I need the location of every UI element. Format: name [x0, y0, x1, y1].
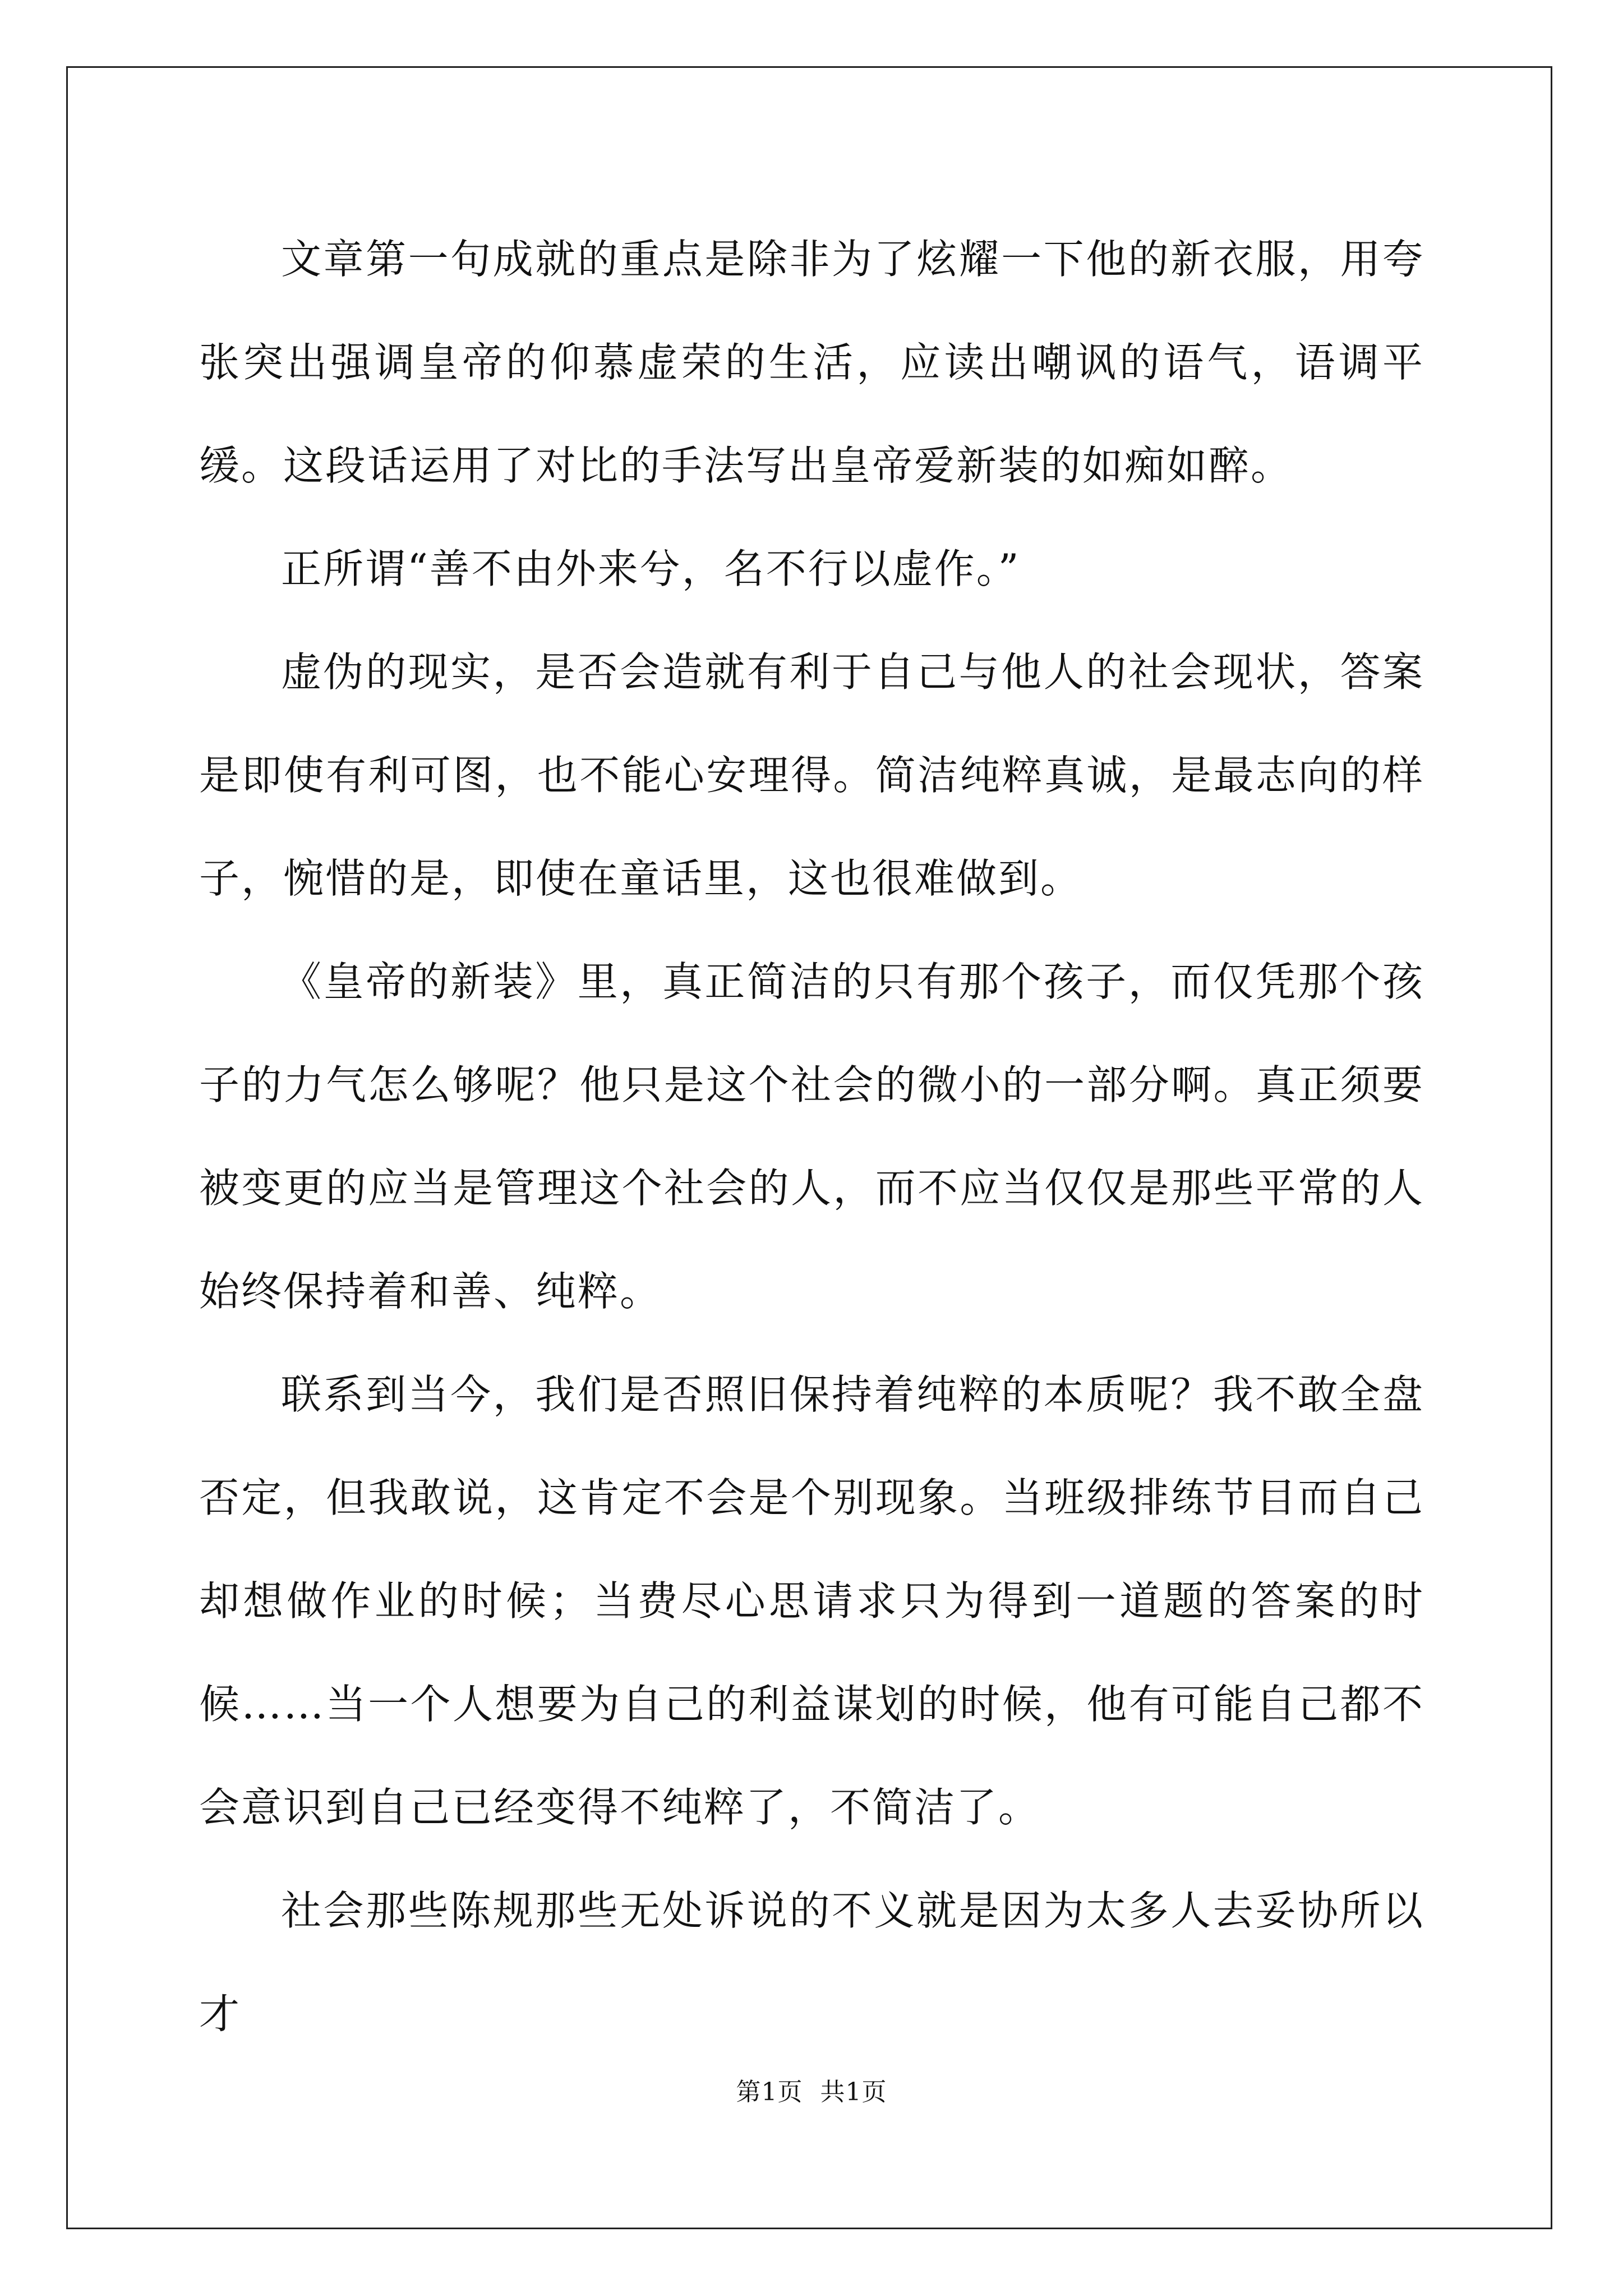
- page-number: 第1页: [736, 2078, 803, 2106]
- document-body: [199, 208, 1424, 2065]
- paragraph: 联系到当今，我们是否照旧保持着纯粹的本质呢？我不敢全盘否定，但我敢说，这肯定不会是个别现象。当班级排练节目而自己却想做作业的时候；当费尽心思请求只为得到一道题的答案的时候……当一个人想要为自己的利益谋划的时候，他有可能自己都不会意识到自己已经变得不纯粹了，不简洁了。: [199, 1371, 1424, 1831]
- page-footer: [0, 2076, 1623, 2109]
- paragraph: 文章第一句成就的重点是除非为了炫耀一下他的新衣服，用夸张突出强调皇帝的仰慕虚荣的生活，应读出嘲讽的语气，语调平缓。这段话运用了对比的手法写出皇帝爱新装的如痴如醉。: [199, 236, 1424, 489]
- page-total: 共1页: [820, 2078, 887, 2106]
- paragraph: 虚伪的现实，是否会造就有利于自己与他人的社会现状，答案是即使有利可图，也不能心安理得。简洁纯粹真诚，是最志向的样子，惋惜的是，即使在童话里，这也很难做到。: [199, 648, 1424, 902]
- paragraph: 社会那些陈规那些无处诉说的不义就是因为太多人去妥协所以才: [199, 1887, 1424, 2037]
- paragraph: 正所谓“善不由外来兮，名不行以虚作。”: [281, 545, 1021, 592]
- paragraph: 《皇帝的新装》里，真正简洁的只有那个孩子，而仅凭那个孩子的力气怎么够呢？他只是这个社会的微小的一部分啊。真正须要被变更的应当是管理这个社会的人，而不应当仅仅是那些平常的人始终保持着和善、纯粹。: [199, 958, 1424, 1315]
